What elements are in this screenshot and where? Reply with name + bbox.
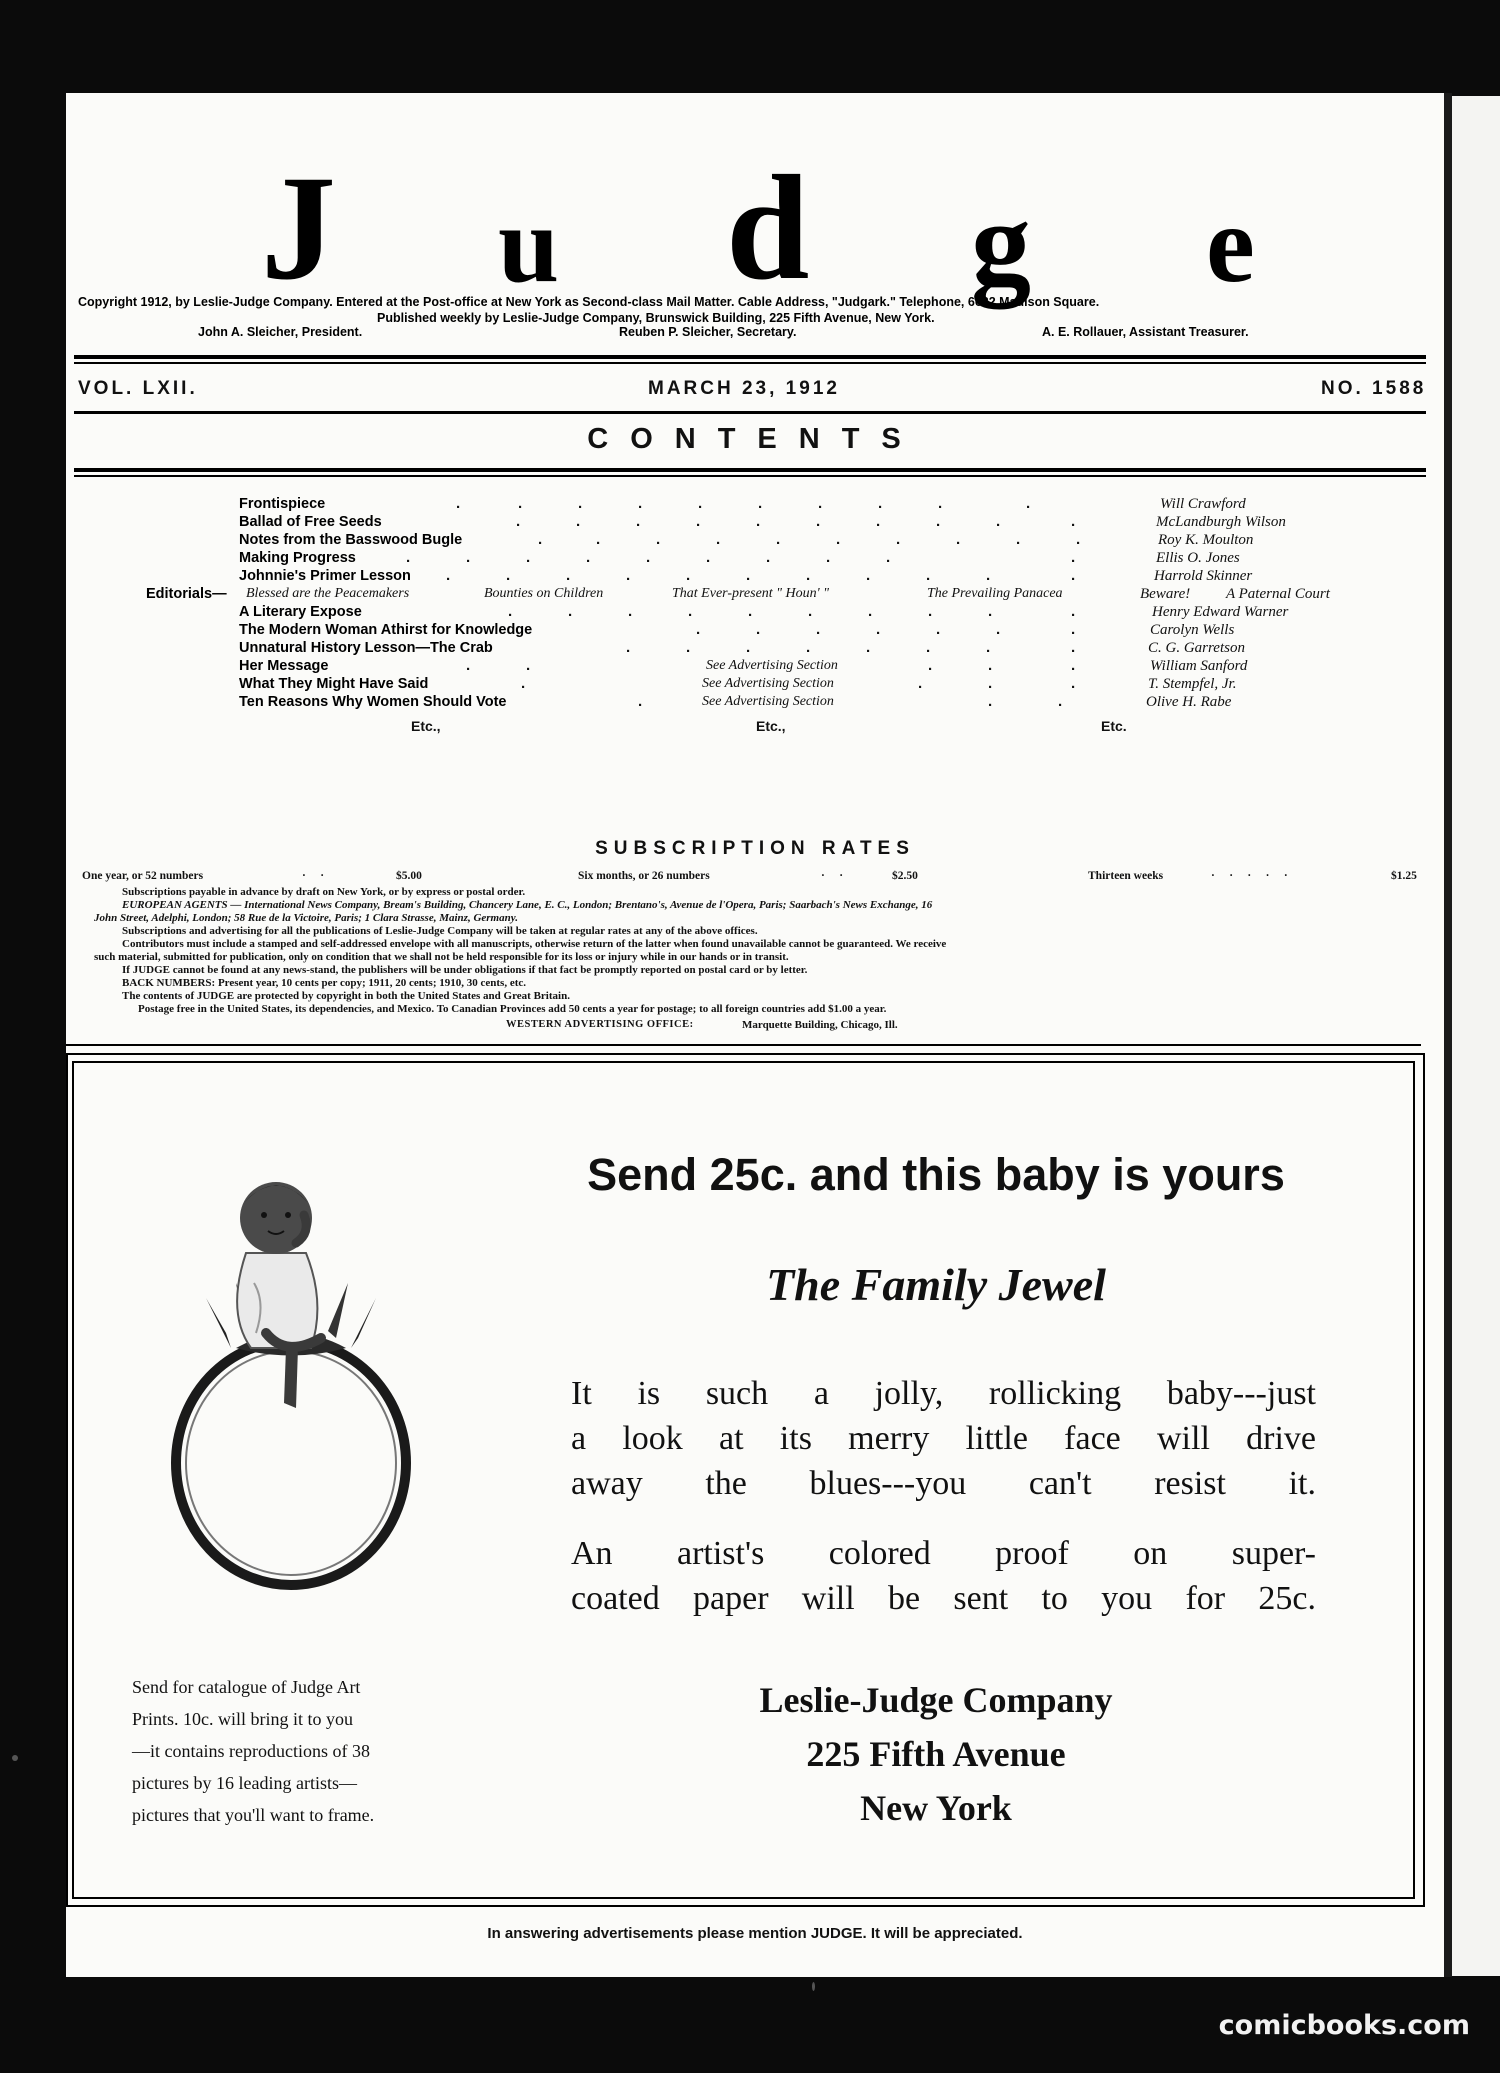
western-office-address: Marquette Building, Chicago, Ill.	[742, 1019, 898, 1031]
imprint-copyright: Copyright 1912, by Leslie-Judge Company. Entered at the Post-office at New York as Second-class Mail Matter. Cable Address, "Judgark." Telephone, 6632 Madison Square.	[78, 295, 1100, 309]
ad-body-line: a look at its merry little face will drive	[571, 1420, 1316, 1457]
toc-title: Notes from the Basswood Bugle	[239, 532, 463, 548]
editorial-item: Blessed are the Peacemakers	[246, 586, 410, 601]
toc-note: See Advertising Section	[702, 694, 834, 709]
magazine-page: J u d g e Copyright 1912, by Leslie-Judge Company. Entered at the Post-office at New York as Second-class Mail Matter. Cable Address, "Judgark." Telephone, 6632 Madison Square. Published weekly by Leslie-Judge Company, Brunswick Building, 225 Fifth Avenue, New York. John A. Sleicher, President. Reuben P. Sleicher, Secretary. A. E. Rollauer, Assistant Treasurer. VOL. LXII. MARCH 23, 1912 NO. 1588 CONTENTS Frontispiece Will Crawford Ballad of Free Seeds McLandburgh Wilson Notes from the Basswood Bugle Roy K. Moulton Making Progress Ellis O. Jones Johnnie's Primer Lesson Harrold Skinner Editorials— Blessed are the Peacemakers Bounties on Children That Ever-present " Houn' " The Prevailing Panacea Beware! A Paternal Court A Literary Expose Henry Edward Warner The Modern Woman Athirst for Knowledge Carolyn Wells Unnatural History Lesson—The Crab C. G. Garretson Her Message See Advertising Section William Sanford What They Might Have Said See Advertising Section T. Stempfel, Jr. Ten Reasons Why Women Should Vote See Advertising Section Olive H. Rabe Etc., Etc., Etc. . . . . . . . . . . . . . . . . . . . . . . . . . . . . . . . . . . . . . . . . . . . . . . . . . . . . . . . . . . . . . . . . . . . . . . . . . . . . . . . . . . . . . . . . SUBSCRIPTION RATES One year, or 52 numbers · · $5.00 Six months, or 26 numbers · · $2.50 Thirteen weeks · · · · · $1.25 Subscriptions payable in advance by draft on New York, or by express or postal order. EUROPEAN AGENTS — International News Company, Bream's Building, Chancery Lane, E. C., London; Brentano's, Avenue de l'Opera, Paris; Saarbach's News Exchange, 16 John Street, Adelphi, London; 58 Rue de la Victoire, Paris; 1 Clara Strasse, Mainz, Germany. Subscriptions and advertising for all the publications of Leslie-Judge Company will be taken at regular rates at any of the above offices. Contributors must include a stamped and self-addressed envelope with all manuscripts, otherwise return of the latter when found unavailable cannot be guaranteed. We receive such material, submitted for publication, only on condition that we shall not be held responsible for its loss or injury while in our hands or in transit. If JUDGE cannot be found at any news-stand, the publishers will be under obligations if that fact be promptly reported on postal card or by letter. BACK NUMBERS: Present year, 10 cents per copy; 1911, 20 cents; 1910, 30 cents, etc. The contents of JUDGE are protected by copyright in both the United States and Great Britain. Postage free in the United States, its dependencies, and Mexico. To Canadian Provinces add 50 cents a year for postage; to all foreign countries add $1.00 a year. WESTERN ADVERTISING OFFICE: Marquette Building, Chicago, Ill. Send 25c. and this baby is yours The Family Jewel It is such a jolly, rollicking baby---just a look at its merry little face will drive away the blues---you can't resist it. An artist's colored proof on super- coated paper will be sent to you for 25c. Leslie-Judge Company 225 Fifth Avenue New York Send for catalogue of Judge Art Prints. 10c. will bring it to you —it contains reproductions of 38 pictures by 16 leading artists— pictures that you'll want to frame. In answering advertisements please mention JUDGE. It will be appreciated.	[66, 93, 1444, 1977]
ad-company-line: 225 Fifth Avenue	[806, 1734, 1066, 1774]
toc-author: Roy K. Moulton	[1158, 532, 1254, 548]
toc-title: Johnnie's Primer Lesson	[239, 568, 411, 584]
footer-note: In answering advertisements please mention JUDGE. It will be appreciated.	[487, 1925, 1023, 1942]
imprint-treasurer: A. E. Rollauer, Assistant Treasurer.	[1042, 325, 1249, 339]
toc-title: Ten Reasons Why Women Should Vote	[239, 694, 507, 710]
toc-author: Olive H. Rabe	[1146, 694, 1232, 710]
subscription-note: BACK NUMBERS: Present year, 10 cents per copy; 1911, 20 cents; 1910, 30 cents, etc.	[122, 977, 526, 989]
rule	[74, 475, 1426, 477]
western-office-label: WESTERN ADVERTISING OFFICE:	[506, 1019, 694, 1030]
issue-date: MARCH 23, 1912	[648, 378, 840, 399]
toc-title: Her Message	[239, 658, 329, 674]
adjacent-page-edge	[1452, 96, 1500, 1976]
subscription-note: EUROPEAN AGENTS — International News Company, Bream's Building, Chancery Lane, E. C., London; Brentano's, Avenue de l'Opera, Paris; Saarbach's News Exchange, 16	[122, 899, 933, 911]
toc-author: C. G. Garretson	[1148, 640, 1245, 656]
subscription-note: such material, submitted for publication, only on condition that we shall not be held responsible for its loss or injury while in our hands or in transit.	[94, 951, 789, 963]
subscription-note: The contents of JUDGE are protected by copyright in both the United States and Great Britain.	[122, 990, 570, 1002]
rule	[74, 355, 1426, 359]
contents-heading: CONTENTS	[587, 423, 923, 455]
toc-author: William Sanford	[1150, 658, 1248, 674]
editorial-item: A Paternal Court	[1226, 586, 1330, 602]
ad-body-line: It is such a jolly, rollicking baby---just	[571, 1375, 1316, 1412]
ad-company-line: Leslie-Judge Company	[759, 1680, 1113, 1720]
ad-catalogue-line: Send for catalogue of Judge Art	[132, 1677, 361, 1697]
ad-catalogue-line: pictures by 16 leading artists—	[132, 1773, 357, 1793]
ad-body-paragraph-1	[571, 1371, 1316, 1506]
toc-title: Ballad of Free Seeds	[239, 514, 382, 530]
binding-shadow	[1444, 93, 1452, 1977]
toc-note: See Advertising Section	[706, 658, 838, 673]
one-year-price: $5.00	[396, 870, 422, 882]
imprint-published: Published weekly by Leslie-Judge Company, Brunswick Building, 225 Fifth Avenue, New York.	[377, 311, 935, 325]
six-months-price: $2.50	[892, 870, 918, 882]
editorials-label: Editorials—	[146, 586, 227, 602]
ad-catalogue-line: —it contains reproductions of 38	[132, 1741, 370, 1761]
toc-author: Carolyn Wells	[1150, 622, 1235, 638]
editorial-item: That Ever-present " Houn' "	[672, 586, 830, 601]
toc-title: Frontispiece	[239, 496, 326, 512]
subscription-note: John Street, Adelphi, London; 58 Rue de la Victoire, Paris; 1 Clara Strasse, Mainz, Germany.	[94, 912, 518, 924]
toc-author: Ellis O. Jones	[1156, 550, 1240, 566]
rule	[66, 1044, 1421, 1046]
rule	[74, 468, 1426, 472]
ad-catalogue-offer	[132, 1671, 442, 1831]
toc-author: T. Stempfel, Jr.	[1148, 676, 1237, 692]
ad-company-address	[626, 1673, 1246, 1835]
masthead-letter: d	[726, 145, 810, 311]
toc-author: Will Crawford	[1160, 496, 1246, 512]
scan-speck	[812, 1982, 815, 1991]
etc-label: Etc.	[1101, 718, 1127, 734]
ad-headline: Send 25c. and this baby is yours	[587, 1149, 1285, 1200]
masthead-letter: e	[1206, 183, 1255, 305]
ad-company-line: New York	[860, 1788, 1012, 1828]
issue-number: NO. 1588	[1321, 378, 1427, 399]
subscription-note: Subscriptions and advertising for all the publications of Leslie-Judge Company will be taken at regular rates at any of the above offices.	[122, 925, 758, 937]
ad-body-paragraph-2	[571, 1531, 1316, 1621]
etc-label: Etc.,	[756, 718, 786, 734]
ad-catalogue-line: Prints. 10c. will bring it to you	[132, 1709, 354, 1729]
ad-body-line: coated paper will be sent to you for 25c.	[571, 1580, 1316, 1617]
rule	[74, 362, 1426, 364]
six-months-label: Six months, or 26 numbers	[578, 870, 710, 882]
issue-volume: VOL. LXII.	[78, 378, 198, 399]
rule	[74, 411, 1426, 414]
ad-body-line: away the blues---you can't resist it.	[571, 1465, 1316, 1502]
thirteen-weeks-label: Thirteen weeks	[1088, 870, 1164, 882]
thirteen-weeks-price: $1.25	[1391, 870, 1417, 882]
subscription-note: If JUDGE cannot be found at any news-stand, the publishers will be under obligations if that fact be promptly reported on postal card or by letter.	[122, 964, 808, 976]
toc-title: The Modern Woman Athirst for Knowledge	[239, 622, 533, 638]
toc-title: A Literary Expose	[239, 604, 362, 620]
toc-title: Unnatural History Lesson—The Crab	[239, 640, 493, 656]
toc-author: Harrold Skinner	[1154, 568, 1253, 584]
toc-author: Henry Edward Warner	[1152, 604, 1289, 620]
masthead-letter: J	[261, 145, 336, 311]
subscription-note: Subscriptions payable in advance by draft on New York, or by express or postal order.	[122, 886, 526, 898]
ad-subtitle: The Family Jewel	[766, 1259, 1106, 1310]
editorial-item: The Prevailing Panacea	[927, 586, 1063, 601]
toc-note: See Advertising Section	[702, 676, 834, 691]
subscription-heading: SUBSCRIPTION RATES	[595, 838, 915, 859]
toc-title: Making Progress	[239, 550, 356, 566]
masthead-letter: u	[498, 183, 560, 305]
etc-label: Etc.,	[411, 718, 441, 734]
subscription-note: Postage free in the United States, its dependencies, and Mexico. To Canadian Provinces add 50 cents a year for postage; to all foreign countries add $1.00 a year.	[138, 1003, 887, 1015]
baby-on-ring-illustration	[136, 1133, 466, 1613]
scan-speck	[12, 1755, 18, 1761]
imprint-president: John A. Sleicher, President.	[198, 325, 363, 339]
masthead-letter: g	[971, 176, 1031, 309]
subscription-note: Contributors must include a stamped and self-addressed envelope with all manuscripts, otherwise return of the latter when found unavailable cannot be guaranteed. We receive	[122, 938, 947, 950]
toc-author: McLandburgh Wilson	[1156, 514, 1286, 530]
editorial-item: Bounties on Children	[484, 586, 604, 601]
watermark: comicbooks.com	[1218, 2010, 1470, 2041]
ad-body-line: An artist's colored proof on super-	[571, 1535, 1316, 1572]
toc-title: What They Might Have Said	[239, 676, 429, 692]
imprint-secretary: Reuben P. Sleicher, Secretary.	[619, 325, 797, 339]
editorial-item: Beware!	[1140, 586, 1191, 602]
one-year-label: One year, or 52 numbers	[82, 870, 204, 882]
ad-catalogue-line: pictures that you'll want to frame.	[132, 1805, 375, 1825]
